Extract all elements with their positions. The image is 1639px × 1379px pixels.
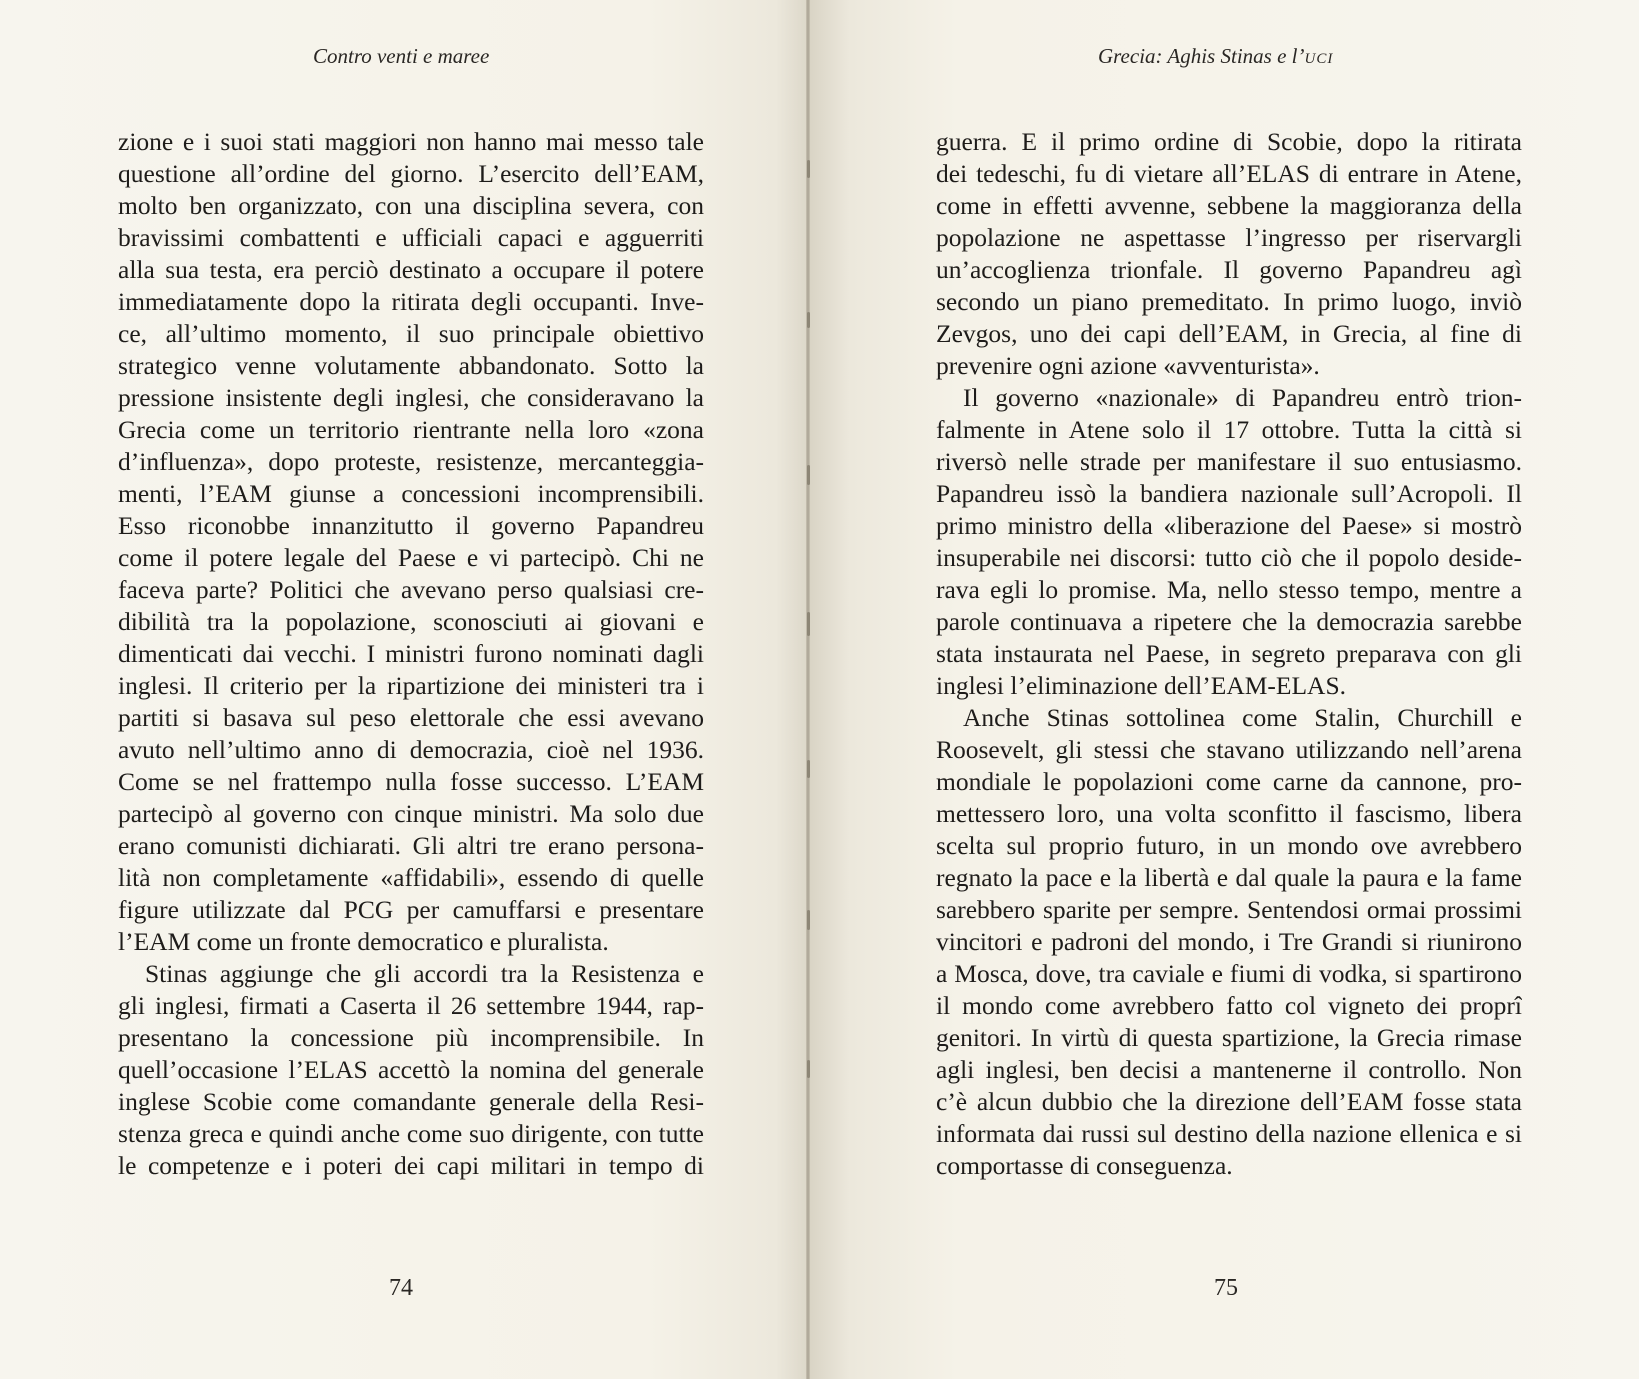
book-gutter [806, 0, 810, 1379]
text-line: gli inglesi, firmati a Caserta il 26 settembre 1944, rap- [118, 991, 704, 1020]
text-line: pressione insistente degli inglesi, che consideravano la [118, 383, 704, 412]
text-line: genitori. In virtù di questa spartizione, la Grecia rimase [936, 1023, 1522, 1052]
binding-stitch [807, 910, 810, 930]
text-line: inglesi l’eliminazione dell’EAM-ELAS. [936, 671, 1347, 700]
binding-stitch [807, 312, 810, 328]
text-line: Zevgos, uno dei capi dell’EAM, in Grecia, al fine di [936, 319, 1522, 348]
text-line: scelta sul proprio futuro, in un mondo ove avrebbero [936, 831, 1522, 860]
text-line: falmente in Atene solo il 17 ottobre. Tutta la città si [936, 415, 1522, 444]
text-line: Grecia come un territorio rientrante nella loro «zona [118, 415, 704, 444]
text-line: quell’occasione l’ELAS accettò la nomina del generale [118, 1055, 704, 1084]
text-line: le competenze e i poteri dei capi militari in tempo di [118, 1151, 704, 1180]
binding-stitch [807, 612, 810, 636]
text-line: prevenire ogni azione «avventurista». [936, 351, 1320, 380]
text-line: a Mosca, dove, tra caviale e fiumi di vodka, si spartirono [936, 959, 1522, 988]
text-line: Il governo «nazionale» di Papandreu entrò trion- [963, 383, 1522, 412]
text-line: molto ben organizzato, con una disciplina severa, con [118, 191, 704, 220]
text-line: vincitori e padroni del mondo, i Tre Grandi si riunirono [936, 927, 1522, 956]
text-line: Anche Stinas sottolinea come Stalin, Churchill e [963, 703, 1522, 732]
text-line: partecipò al governo con cinque ministri. Ma solo due [118, 799, 704, 828]
text-line: agli inglesi, ben decisi a mantenerne il controllo. Non [936, 1055, 1522, 1084]
binding-stitch [807, 160, 810, 178]
text-line: ce, all’ultimo momento, il suo principale obiettivo [118, 319, 704, 348]
text-line: Roosevelt, gli stessi che stavano utilizzando nell’arena [936, 735, 1522, 764]
text-line: strategico venne volutamente abbandonato. Sotto la [118, 351, 704, 380]
text-line: Stinas aggiunge che gli accordi tra la Resistenza e [145, 959, 704, 988]
text-line: mettessero loro, una volta sconfitto il fascismo, libera [936, 799, 1522, 828]
text-line: popolazione ne aspettasse l’ingresso per riservargli [936, 223, 1522, 252]
left-page-number: 74 [389, 1275, 413, 1301]
text-line: dimenticati dai vecchi. I ministri furono nominati dagli [118, 639, 704, 668]
text-line: alla sua testa, era perciò destinato a occupare il potere [118, 255, 704, 284]
binding-stitch [807, 1060, 810, 1078]
text-line: secondo un piano premeditato. In primo luogo, inviò [936, 287, 1522, 316]
text-line: immediatamente dopo la ritirata degli occupanti. Inve- [118, 287, 704, 316]
left-text-block [118, 126, 704, 1182]
text-line: dibilità tra la popolazione, sconosciuti ai giovani e [118, 607, 704, 636]
text-line: avuto nell’ultimo anno di democrazia, cioè nel 1936. [118, 735, 704, 764]
text-line: bravissimi combattenti e ufficiali capaci e agguerriti [118, 223, 704, 252]
text-line: lità non completamente «affidabili», essendo di quelle [118, 863, 704, 892]
left-running-head: Contro venti e maree [313, 44, 490, 68]
binding-stitch [807, 465, 810, 485]
text-line: menti, l’EAM giunse a concessioni incomprensibili. [118, 479, 704, 508]
right-page-number: 75 [1214, 1275, 1238, 1301]
text-line: insuperabile nei discorsi: tutto ciò che il popolo deside- [936, 543, 1522, 572]
text-line: stata instaurata nel Paese, in segreto preparava con gli [936, 639, 1522, 668]
text-line: come in effetti avvenne, sebbene la maggioranza della [936, 191, 1522, 220]
text-line: rava egli lo promise. Ma, nello stesso tempo, mentre a [936, 575, 1522, 604]
text-line: figure utilizzate dal PCG per camuffarsi e presentare [118, 895, 704, 924]
text-line: l’EAM come un fronte democratico e pluralista. [118, 927, 609, 956]
text-line: sarebbero sparite per sempre. Sentendosi ormai prossimi [936, 895, 1522, 924]
text-line: regnato la pace e la libertà e dal quale la paura e la fame [936, 863, 1522, 892]
right-running-head [1098, 44, 1333, 69]
text-line: Esso riconobbe innanzitutto il governo Papandreu [118, 511, 704, 540]
right-text-block [936, 126, 1522, 1182]
text-line: un’accoglienza trionfale. Il governo Papandreu agì [936, 255, 1522, 284]
text-line: questione all’ordine del giorno. L’esercito dell’EAM, [118, 159, 704, 188]
text-line: il mondo come avrebbero fatto col vigneto dei proprî [936, 991, 1522, 1020]
text-line: parole continuava a ripetere che la democrazia sarebbe [936, 607, 1522, 636]
left-page [0, 0, 808, 1379]
text-line: comportasse di conseguenza. [936, 1151, 1233, 1180]
right-running-head-text: Grecia: Aghis Stinas e l’ [1098, 44, 1305, 68]
right-page [808, 0, 1639, 1379]
text-line: presentano la concessione più incomprensibile. In [118, 1023, 704, 1052]
text-line: stenza greca e quindi anche come suo dirigente, con tutte [118, 1119, 704, 1148]
text-line: partiti si basava sul peso elettorale che essi avevano [118, 703, 704, 732]
text-line: riversò nelle strade per manifestare il suo entusiasmo. [936, 447, 1522, 476]
binding-stitch [807, 760, 810, 778]
text-line: zione e i suoi stati maggiori non hanno mai messo tale [118, 127, 704, 156]
text-line: c’è alcun dubbio che la direzione dell’EAM fosse stata [936, 1087, 1522, 1116]
text-line: d’influenza», dopo proteste, resistenze, mercanteggia- [118, 447, 704, 476]
text-line: informata dai russi sul destino della nazione ellenica e si [936, 1119, 1522, 1148]
text-line: inglese Scobie come comandante generale della Resi- [118, 1087, 704, 1116]
text-line: dei tedeschi, fu di vietare all’ELAS di entrare in Atene, [936, 159, 1522, 188]
text-line: Papandreu issò la bandiera nazionale sull’Acropoli. Il [936, 479, 1522, 508]
right-running-head-acronym: UCI [1304, 51, 1334, 67]
text-line: mondiale le popolazioni come carne da cannone, pro- [936, 767, 1522, 796]
text-line: primo ministro della «liberazione del Paese» si mostrò [936, 511, 1522, 540]
text-line: inglesi. Il criterio per la ripartizione dei ministeri tra i [118, 671, 704, 700]
text-line: Come se nel frattempo nulla fosse successo. L’EAM [118, 767, 704, 796]
text-line: come il potere legale del Paese e vi partecipò. Chi ne [118, 543, 704, 572]
text-line: guerra. E il primo ordine di Scobie, dopo la ritirata [936, 127, 1522, 156]
text-line: faceva parte? Politici che avevano perso qualsiasi cre- [118, 575, 704, 604]
text-line: erano comunisti dichiarati. Gli altri tre erano persona- [118, 831, 704, 860]
